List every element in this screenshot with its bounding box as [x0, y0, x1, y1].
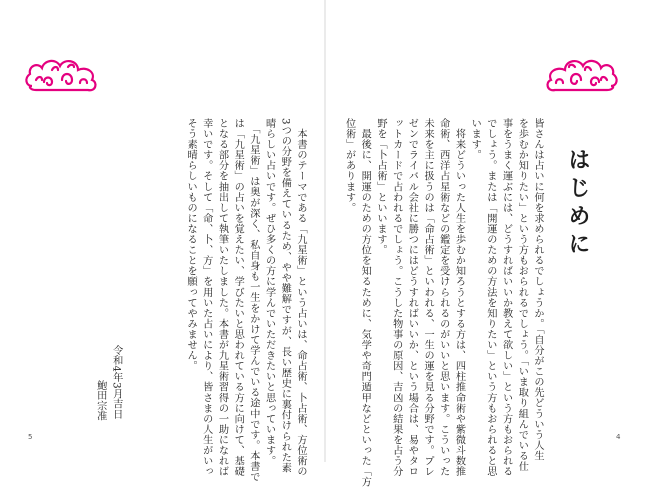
page-heading: はじめに	[565, 148, 590, 260]
cloud-swirl-ornament-icon	[541, 52, 621, 102]
page-number-left: 5	[28, 433, 33, 441]
left-page-body: 本書のテーマである「九星術」という占いは、命占術、卜占術、方位術の 3つの分野を備えているため、やや難解ですが、長い歴史に裏付けられた素 晴らしい占いです。ぜひ多くの方に学んでいただきたいと思っています。 「九星術」は奥が深く、私自身も一生をかけて学んでいる途中です。本書で は「九星術」の占いを覚えたい、学びたいと思われている方に向けて、基礎 となる部分を抽出して執筆いたしました。本書が九星術習得の一助になれば 幸いです。そして「命、卜、方」を用いた占いにより、皆さまの人生がいっ そう素晴らしいものになることを願ってやみません。	[185, 118, 306, 483]
page-gutter	[324, 0, 326, 462]
signoff-date: 令和4年3月吉日	[110, 345, 122, 420]
signoff-author: 鮑田宗准	[94, 380, 106, 421]
cloud-swirl-ornament-icon	[22, 52, 102, 102]
right-page-body: 皆さんは占いに何を求められるでしょうか。「自分がこの先どういう人生 を歩むか知りたい」という方もおられるでしょう。「いま取り組んでいる仕 事をうまく運ぶには、どうすればいいか教えて欲しい」という方もおられる でしょう。または「開運のための方法を知りたい」という方もおられると思 います。 将来どういった人生を歩むか知ろうとする方は、四柱推命術や紫微斗数推 命術、西洋占星術などの鑑定を受けられるのがいいと思います。こういった 未来を主に扱うのは「命占術」といわれる、一生の運を見る分野です。プレ ゼンでライバル会社に勝つにはどうすればいいか、という場合は、易やタロ ットカードで占われるでしょう。こうした物事の原因、吉凶の結果を占う分 野を「卜占術」といいます。 最後に、開運のための方位を知るために、気学や奇門遁甲などといった「方 位術」があります。	[343, 118, 543, 487]
page-number-right: 4	[616, 433, 621, 441]
